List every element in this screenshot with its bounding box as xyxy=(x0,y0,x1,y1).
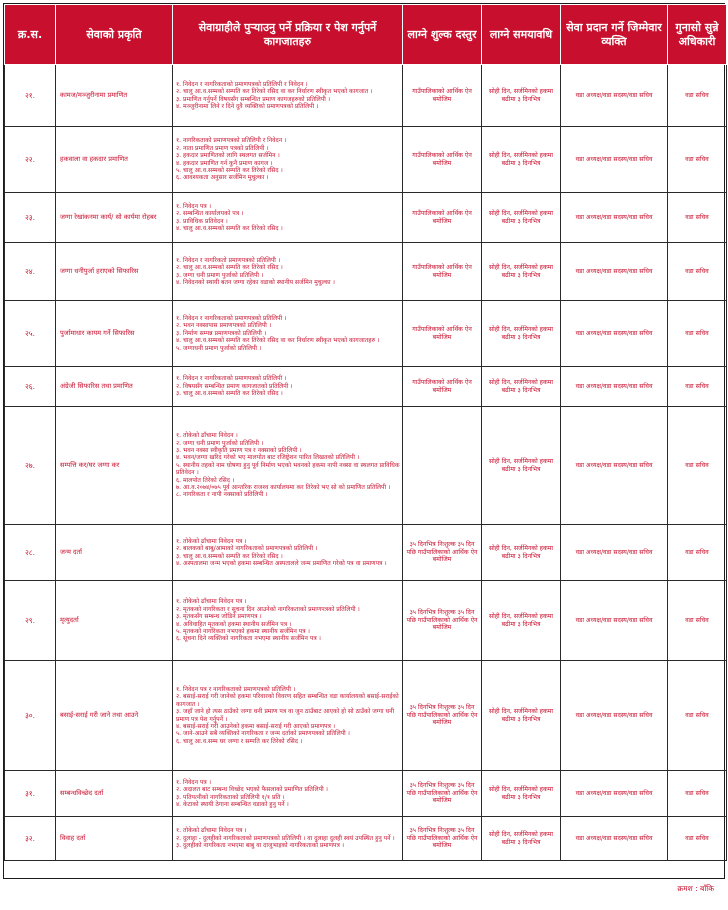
row-fee: गाउँपालिकाको आर्थिक ऐन बमोजिम xyxy=(403,367,482,407)
row-service-nature: सम्बन्धविच्छेद दर्ता xyxy=(56,771,173,817)
table-row xyxy=(5,243,727,301)
table-row xyxy=(5,581,727,661)
table-header-row xyxy=(5,5,727,65)
row-documents xyxy=(173,367,403,407)
header-duration: लाग्ने समयावधि xyxy=(482,5,561,65)
document-item: १. नागरिकताको प्रमाणपत्रको प्रतिलिपी र निवेदन । xyxy=(176,137,287,145)
table-row xyxy=(5,817,727,861)
row-authority: वडा सचिव xyxy=(668,243,727,301)
row-authority: वडा सचिव xyxy=(668,407,727,525)
table-row xyxy=(5,193,727,243)
row-fee: ३५ दिनभित्र निःशुल्क ३५ दिन पछि गाउँपालिकाको आर्थिक ऐन बमोजिम xyxy=(403,817,482,861)
header-sn: क्र.स. xyxy=(5,5,56,65)
table-row xyxy=(5,65,727,127)
row-fee: ३५ दिनभित्र निःशुल्क ३५ दिन पछि गाउँपालिकाको आर्थिक ऐन बमोजिम xyxy=(403,581,482,661)
row-responsible: वडा अध्यक्ष/वडा सदस्य/वडा सचिव xyxy=(561,367,668,407)
row-documents xyxy=(173,127,403,193)
row-duration: सोही दिन, सर्जमिनको हकमा बढीमा ३ दिनभित्र xyxy=(482,661,561,771)
table-row xyxy=(5,127,727,193)
row-duration: सोही दिन, सर्जमिनको हकमा बढीमा ३ दिनभित्र xyxy=(482,65,561,127)
document-item: ६. चालु आ.व.सम्म घर जग्गा र सम्पति कर तिरेको रसिद । xyxy=(176,737,303,745)
row-service-nature: मृत्युदर्ता xyxy=(56,581,173,661)
document-item: ५. स्थानीय तहको नाम घोषणा हुनु पूर्व निर्माण भएको भवनको हकमा नापी नक्सा वा स्थलगत प्राविधिक प्रतिवेदन । xyxy=(176,461,400,477)
document-item: २. जग्गा धनी प्रमाण पुर्जाको प्रतिलिपी । xyxy=(176,439,264,447)
services-table-frame xyxy=(3,3,725,879)
document-item: ४. हकदार प्रमाणित गर्न कुनै प्रमाण कागज । xyxy=(176,159,273,167)
row-duration: सोही दिन, सर्जमिनको हकमा बढीमा ३ दिनभित्र xyxy=(482,193,561,243)
row-sn: २८. xyxy=(5,525,56,581)
row-duration: सोही दिन, सर्जमिनको हकमा बढीमा ३ दिनभित्र xyxy=(482,525,561,581)
document-item: ४. निवेदनको स्थायी बतन जग्गा रहेका वडाको स्थानीय सर्जमिन मुचुल्का । xyxy=(176,278,335,286)
header-process-documents: सेवाग्राहीले पुऱ्याउनु पर्ने प्रक्रिया र पेश गर्नुपर्ने कागजातहरु xyxy=(173,5,403,65)
row-responsible: वडा अध्यक्ष/वडा सदस्य/वडा सचिव xyxy=(561,817,668,861)
row-documents xyxy=(173,581,403,661)
row-fee xyxy=(403,407,482,525)
document-item: ४. बसाई-सराई गरी आउनेको हकमा बसाई-सराई गरी आएको प्रमाणपत्र । xyxy=(176,722,336,730)
row-sn: २३. xyxy=(5,193,56,243)
row-sn: ३०. xyxy=(5,661,56,771)
row-documents xyxy=(173,243,403,301)
row-authority: वडा सचिव xyxy=(668,771,727,817)
document-item: १. तोकेको ढाँचामा निवेदन पत्र । xyxy=(176,827,247,835)
document-item: ५. जग्गाधनी प्रमाण पुर्जाको प्रतिलिपी । xyxy=(176,344,262,352)
row-service-nature: हकवाला वा हकदार प्रमाणित xyxy=(56,127,173,193)
row-responsible: वडा अध्यक्ष/वडा सदस्य/वडा सचिव xyxy=(561,525,668,581)
document-item: २. अदालत बाट सम्बन्ध विच्छेद भएको फैसलाको प्रमाणित प्रतिलिपी । xyxy=(176,786,328,794)
row-duration: सोही दिन, सर्जमिनको हकमा बढीमा ३ दिनभित्र xyxy=(482,367,561,407)
table-row xyxy=(5,525,727,581)
table-row xyxy=(5,661,727,771)
row-fee: गाउँपालिकाको आर्थिक ऐन बमोजिम xyxy=(403,301,482,367)
document-item: ६. सूचना दिने व्यक्तिको नागरिकता नभएमा स्थानीय सर्जमिन पत्र । xyxy=(176,635,321,643)
row-responsible: वडा अध्यक्ष/वडा सदस्य/वडा सचिव xyxy=(561,581,668,661)
document-item: २. सम्बन्धित कार्यालयको पत्र । xyxy=(176,210,244,218)
document-item: १. तोकेको ढाँचामा निवेदन । xyxy=(176,432,238,440)
document-item: २. बसाई-सराई गरी जानेको हकमा परिवारको विवरण सहित सम्बन्धित वडा कार्यालयको बसाई-सराईको कागजात । xyxy=(176,693,399,708)
row-service-nature: विवाह दर्ता xyxy=(56,817,173,861)
row-responsible: वडा अध्यक्ष/वडा सदस्य/वडा सचिव xyxy=(561,127,668,193)
row-fee: गाउँपालिकाको आर्थिक ऐन बमोजिम xyxy=(403,193,482,243)
document-item: १. तोकेको ढाँचामा निवेदन पत्र । xyxy=(176,537,247,545)
row-service-nature: जग्गा रेखांकनमा कार्य/ सो कार्यमा रोहबर xyxy=(56,193,173,243)
row-duration: सोही दिन, सर्जमिनको हकमा बढीमा ३ दिनभित्र xyxy=(482,127,561,193)
header-service-nature: सेवाको प्रकृति xyxy=(56,5,173,65)
row-sn: ३२. xyxy=(5,817,56,861)
header-grievance-authority: गुनासो सुन्ने अधिकारी xyxy=(668,5,727,65)
document-item: ५. जाने-आउने सबै व्यक्तिको नागरिकता र जन्म दर्ताको प्रमाणपत्रको प्रतिलिपी । xyxy=(176,730,350,738)
row-sn: २१. xyxy=(5,65,56,127)
document-item: २. दुलाहा - दुलहीको नागरिकताको प्रमाणपत्रको प्रतिलिपी । वा दुलाहा दुलही स्वयं उपस्थित हुनु पर्ने । xyxy=(176,834,395,842)
row-duration: सोही दिन, सर्जमिनको हकमा बढीमा ३ दिनभित्र xyxy=(482,817,561,861)
row-responsible: वडा अध्यक्ष/वडा सदस्य/वडा सचिव xyxy=(561,771,668,817)
row-responsible: वडा अध्यक्ष/वडा सदस्य/वडा सचिव xyxy=(561,243,668,301)
row-service-nature: सम्पत्ति कर/घर जग्गा कर xyxy=(56,407,173,525)
row-service-nature: कामज/मञ्जुरीनामा प्रमाणित xyxy=(56,65,173,127)
header-fee: लाग्ने शुल्क दस्तुर xyxy=(403,5,482,65)
row-documents xyxy=(173,817,403,861)
row-duration: सोही दिन, सर्जमिनको हकमा बढीमा ३ दिनभित्र xyxy=(482,581,561,661)
document-item: २. विषयसँग सम्बन्धित प्रमाण कागजातको प्रतिलिपी । xyxy=(176,382,293,390)
row-sn: ३१. xyxy=(5,771,56,817)
row-responsible: वडा अध्यक्ष/वडा सदस्य/वडा सचिव xyxy=(561,661,668,771)
row-fee: गाउँपालिकाको आर्थिक ऐन बमोजिम xyxy=(403,127,482,193)
document-item: १. तोकेको ढाँचामा निवेदन पत्र । xyxy=(176,598,247,606)
document-item: ३. भवन नक्सा स्वीकृति प्रमाण पत्र र नक्साको प्रतिलिपी । xyxy=(176,446,302,454)
document-item: ३. चालु आ.व.सम्मको सम्पति कर तिरेको रसिद । xyxy=(176,390,283,398)
document-item: २. भवन नक्सापास प्रमाणपत्रको प्रतिलिपी । xyxy=(176,322,272,330)
row-service-nature: जग्गा धनीपुर्जा हराएको सिफारिस xyxy=(56,243,173,301)
row-authority: वडा सचिव xyxy=(668,367,727,407)
row-fee: ३५ दिनभित्र निःशुल्क ३५ दिन पछि गाउँपालिकाको आर्थिक ऐन बमोजिम xyxy=(403,771,482,817)
document-item: १. निवेदन र नागरिकताको प्रमाणपत्रको प्रतिलिपी । xyxy=(176,375,287,383)
table-body xyxy=(5,65,727,861)
row-fee: ३५ दिनभित्र निःशुल्क ३५ दिन पछि गाउँपालिकाको आर्थिक ऐन बमोजिम xyxy=(403,661,482,771)
row-duration: सोही दिन, सर्जमिनको हकमा बढीमा ३ दिनभित्र xyxy=(482,301,561,367)
document-item: ४. मञ्जुरीनामा लिने र दिने दुवै व्यक्तिको प्रमाणपत्रको प्रतिलिपी । xyxy=(176,102,319,110)
document-item: ४. अविवाहित मृतकको हकमा स्थानीय सर्जमिन पत्र । xyxy=(176,620,292,628)
table-row xyxy=(5,301,727,367)
table-row xyxy=(5,771,727,817)
document-item: १. निवेदन र नागरिकतो प्रमाणपत्रको प्रतिलिपी । xyxy=(176,256,281,264)
continued-note: क्रमश : बाँकि xyxy=(677,884,714,893)
document-item: ४. केटाको स्थायी ठेगाना सम्बन्धित वडाको हुनु पर्ने । xyxy=(176,800,289,808)
row-authority: वडा सचिव xyxy=(668,193,727,243)
row-authority: वडा सचिव xyxy=(668,525,727,581)
document-item: ५. चालु आ.व.सम्मको सम्पति कर तिरेको रसिद । xyxy=(176,166,283,174)
document-item: २. बालकको बाबु/आमाको नागरिकताको प्रमाणपत्रको प्रतिलिपी । xyxy=(176,545,318,553)
document-item: २. मृतकको नागरिकता र सूचना दिन आउनेको नागरिकताको प्रमाणपत्रको प्रतिलिपी । xyxy=(176,605,360,613)
table-row xyxy=(5,407,727,525)
row-documents xyxy=(173,661,403,771)
citizen-charter-table xyxy=(4,4,727,861)
row-service-nature: अंग्रेजी सिफारिस तथा प्रमाणित xyxy=(56,367,173,407)
row-authority: वडा सचिव xyxy=(668,661,727,771)
document-item: ४. चालु आ.व.सम्मको सम्पति कर तिरेको रसिद वा कर निर्धारण स्वीकृत भएको कागजातहरु । xyxy=(176,337,380,345)
document-item: ३. प्रमाणित गर्नुपर्ने विषयसँग सम्बन्धित प्रमाण कागजहरुको प्रतिलिपी । xyxy=(176,95,331,103)
document-item: ३. जहाँ जाने हो त्यस ठाउँको जग्गा धनी प्रमाण पत्र वा जुन ठाउँबाट आएको हो सो ठाउँको जग्गा धनी प्रमाण पत्र पेश गर्नुपर्ने । xyxy=(176,708,395,723)
row-responsible: वडा अध्यक्ष/वडा सदस्य/वडा सचिव xyxy=(561,65,668,127)
row-service-nature: पुर्जामाधार कायम गर्ने सिफारिस xyxy=(56,301,173,367)
document-item: ४. चालु आ.व.सम्मको सम्पति कर तिरेको रसिद । xyxy=(176,224,283,232)
row-authority: वडा सचिव xyxy=(668,817,727,861)
document-item: २. चालु आ.व.सम्मको सम्पति कर तिरेको रसिद वा कर निर्धारण स्वीकृत भएको कागजात । xyxy=(176,88,373,96)
document-item: ५. मृतकको नागरिकता नभएको हकमा स्थानीय सर्जमिन पत्र । xyxy=(176,627,310,635)
header-responsible-person: सेवा प्रदान गर्ने जिम्मेवार व्यक्ति xyxy=(561,5,668,65)
row-documents xyxy=(173,65,403,127)
document-item: १. निवेदन पत्र । xyxy=(176,778,212,786)
row-sn: २९. xyxy=(5,581,56,661)
document-item: ३. जग्गा धनी प्रमाण पुर्जाको प्रतिलिपी । xyxy=(176,271,264,279)
document-item: ४. अस्पतालमा जन्म भएको हकमा सम्बन्धित अस्पतालले जन्म प्रमाणित गरेको पत्र वा प्रमाणपत्र । xyxy=(176,559,387,567)
row-sn: २६. xyxy=(5,367,56,407)
row-authority: वडा सचिव xyxy=(668,301,727,367)
row-documents xyxy=(173,193,403,243)
document-item: ३. हकदार प्रमाणितको लागि स्थलगत सर्जमिन । xyxy=(176,152,280,160)
row-authority: वडा सचिव xyxy=(668,65,727,127)
row-sn: २२. xyxy=(5,127,56,193)
row-duration: सोही दिन, सर्जमिनको हकमा बढीमा ३ दिनभित्र xyxy=(482,243,561,301)
document-item: ८. नागरिकता र नापी नक्साको प्रतिलिपी । xyxy=(176,491,268,499)
row-fee: ३५ दिनभित्र निःशुल्क ३५ दिन पछि गाउँपालिकाको आर्थिक ऐन बमोजिम xyxy=(403,525,482,581)
document-item: २. नाता प्रमाणित प्रमाण पत्रको प्रतिलिपी । xyxy=(176,144,269,152)
row-documents xyxy=(173,301,403,367)
document-item: १. निवेदन र नागरिकताको प्रमाणपत्रको प्रतिलिपी । xyxy=(176,314,287,322)
row-sn: २५. xyxy=(5,301,56,367)
document-item: ३. पतिपत्नीको नागरिकताको प्रतिलिपी १/१ प्रति । xyxy=(176,793,285,801)
document-item: ३. मृतकसँग सम्बन्ध जोडिने प्रमाणपत्र । xyxy=(176,613,262,621)
row-sn: २४. xyxy=(5,243,56,301)
document-item: ३. निर्माण सम्पन्न प्रमाणपत्रको प्रतिलिपी । xyxy=(176,329,267,337)
row-authority: वडा सचिव xyxy=(668,127,727,193)
document-item: २. चालु आ.व.सम्मको सम्पति कर तिरेको रसिद । xyxy=(176,264,283,272)
document-item: १. निवेदन पत्र र नागरिकताको प्रमाणपत्रको प्रतिलिपी । xyxy=(176,685,296,693)
document-item: ३. चालु आ.व.सम्मको सम्पति कर तिरेको रसिद । xyxy=(176,552,283,560)
row-service-nature: जन्म दर्ता xyxy=(56,525,173,581)
row-documents xyxy=(173,771,403,817)
document-item: ६. आवश्यकता अनुसार सर्जमिन मुचुल्का । xyxy=(176,174,269,182)
row-responsible: वडा अध्यक्ष/वडा सदस्य/वडा सचिव xyxy=(561,193,668,243)
document-item: ६. मालपोत तिरेको रसिद । xyxy=(176,476,235,484)
row-documents xyxy=(173,525,403,581)
document-item: ४. भवन/जग्गा खरिद गरेको भए मालपोत बाट रजिष्ट्रेशन पारित लिखतको प्रतिलिपी । xyxy=(176,454,360,462)
document-item: ३. दुलहीको नागरिकता नभएमा बाबु वा दाजुभाइको नागरिकताको प्रमाणपत्र । xyxy=(176,842,345,850)
document-item: १. निवेदन र नागरिकताको प्रमाणपत्रको प्रतिलिपी र निवेदन । xyxy=(176,80,308,88)
row-authority: वडा सचिव xyxy=(668,581,727,661)
document-item: ७. आ.व.२०७४/०७५ पूर्व आन्तरिक राजश्व कार्यालयमा कर तिरेको भए सो को प्रमाणित प्रतिलिपी । xyxy=(176,484,391,492)
row-fee: गाउँपालिकाको आर्थिक ऐन बमोजिम xyxy=(403,65,482,127)
row-sn: २७. xyxy=(5,407,56,525)
row-duration: सोही दिन, सर्जमिनको हकमा बढीमा ३ दिनभित्र xyxy=(482,771,561,817)
document-item: ३. प्राविधिक प्रतिवेदन । xyxy=(176,217,228,225)
table-row xyxy=(5,367,727,407)
row-responsible: वडा अध्यक्ष/वडा सदस्य/वडा सचिव xyxy=(561,407,668,525)
document-item: १. निवेदन पत्र । xyxy=(176,202,212,210)
row-fee: गाउँपालिकाको आर्थिक ऐन बमोजिम xyxy=(403,243,482,301)
row-service-nature: बसाई-सराई गरी जाने तथा आउने xyxy=(56,661,173,771)
row-duration: सोही दिन, सर्जमिनको हकमा बढीमा ३ दिनभित्र xyxy=(482,407,561,525)
row-documents xyxy=(173,407,403,525)
row-responsible: वडा अध्यक्ष/वडा सदस्य/वडा सचिव xyxy=(561,301,668,367)
